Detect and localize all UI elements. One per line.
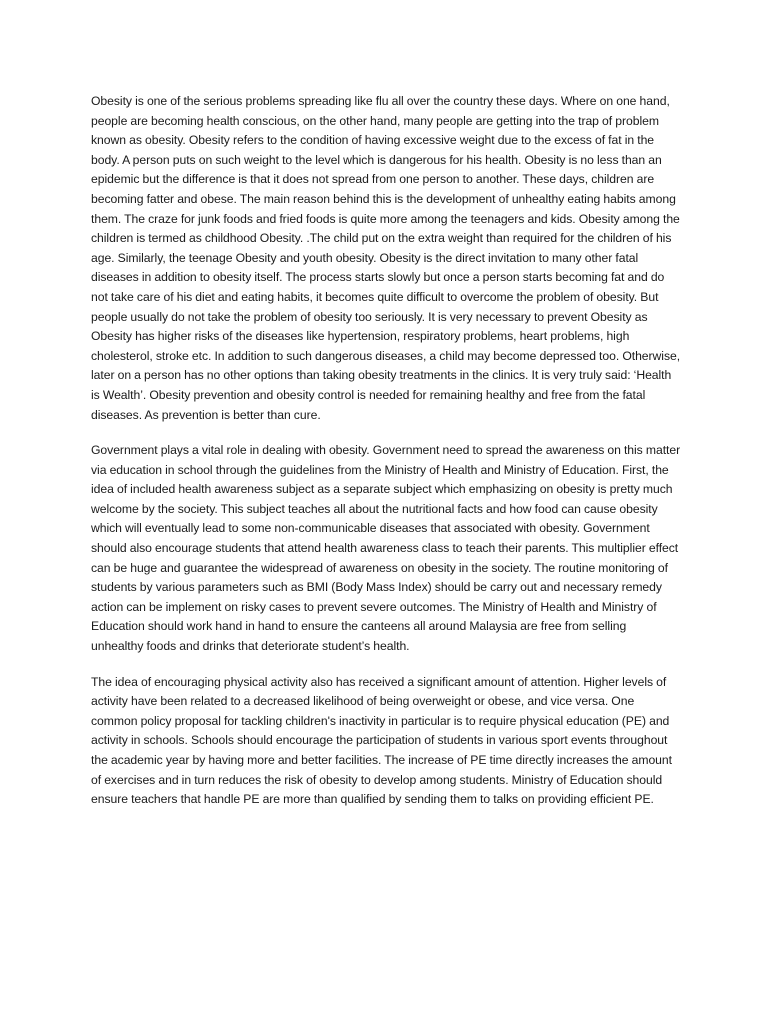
paragraph-obesity-intro: Obesity is one of the serious problems spreading like flu all over the country these days. Where on one hand, people are becoming health conscious, on the other hand, many people are getting into the trap of problem known as obesity. Obesity refers to the condition of having excessive weight due to the excess of fat in the body. A person puts on such weight to the level which is dangerous for his health. Obesity is no less than an epidemic but the difference is that it does not spread from one person to another. These days, children are becoming fatter and obese. The main reason behind this is the development of unhealthy eating habits among them. The craze for junk foods and fried foods is quite more among the teenagers and kids. Obesity among the children is termed as childhood Obesity. .The child put on the extra weight than required for the children of his age. Similarly, the teenage Obesity and youth obesity. Obesity is the direct invitation to many other fatal diseases in addition to obesity itself. The process starts slowly but once a person starts becoming fat and do not take care of his diet and eating habits, it becomes quite difficult to overcome the problem of obesity. But people usually do not take the problem of obesity too seriously. It is very necessary to prevent Obesity as Obesity has higher risks of the diseases like hypertension, respiratory problems, heart problems, high cholesterol, stroke etc. In addition to such dangerous diseases, a child may become depressed too. Otherwise, later on a person has no other options than taking obesity treatments in the clinics. It is very truly said: ‘Health is Wealth’. Obesity prevention and obesity control is needed for remaining healthy and free from the fatal diseases. As prevention is better than cure. (91, 94, 681, 422)
paragraph-physical-activity: The idea of encouraging physical activity also has received a significant amount of attention. Higher levels of activity have been related to a decreased likelihood of being overweight or obese, and vice versa. One common policy proposal for tackling children's inactivity in particular is to require physical education (PE) and activity in schools. Schools should encourage the participation of students in various sport events throughout the academic year by having more and better facilities. The increase of PE time directly increases the amount of exercises and in turn reduces the risk of obesity to develop among students. Ministry of Education should ensure teachers that handle PE are more than qualified by sending them to talks on providing efficient PE. (91, 674, 672, 807)
paragraph-government-role: Government plays a vital role in dealing with obesity. Government need to spread the awareness on this matter via education in school through the guidelines from the Ministry of Health and Ministry of Education. First, the idea of included health awareness subject as a separate subject which emphasizing on obesity is pretty much welcome by the society. This subject teaches all about the nutritional facts and how food can cause obesity which will eventually lead to some non-communicable diseases that associated with obesity. Government should also encourage students that attend health awareness class to teach their parents. This multiplier effect can be huge and guarantee the widespread of awareness on obesity in the society. The routine monitoring of students by various parameters such as BMI (Body Mass Index) should be carry out and necessary remedy action can be implement on risky cases to prevent severe outcomes. The Ministry of Health and Ministry of Education should work hand in hand to ensure the canteens all around Malaysia are free from selling unhealthy foods and drinks that deteriorate student’s health. (91, 443, 681, 654)
document-body (91, 92, 681, 826)
